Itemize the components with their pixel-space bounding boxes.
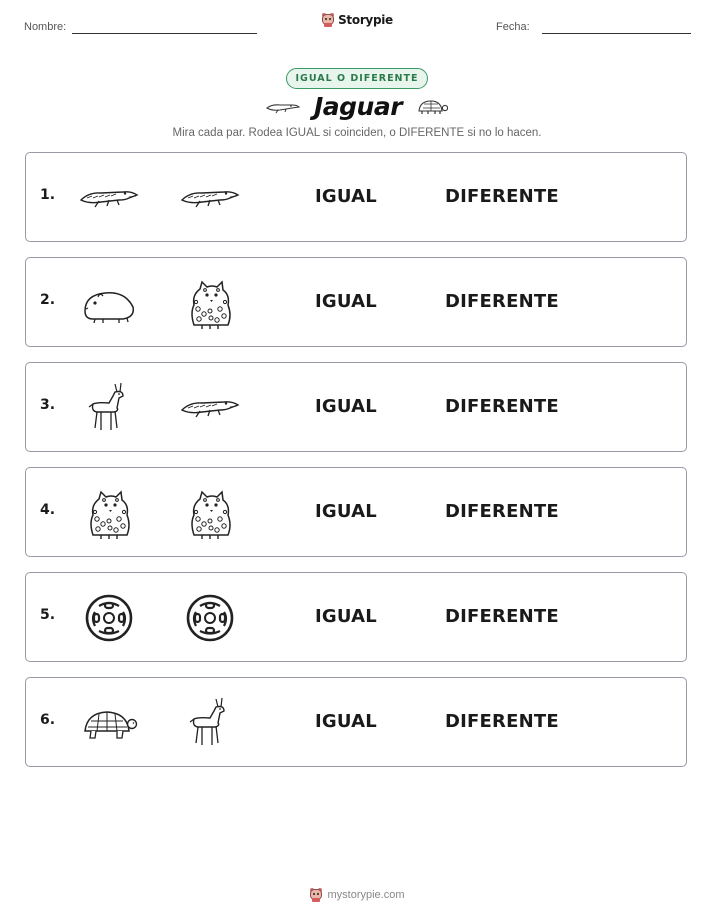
diferente-option[interactable]: DIFERENTE: [445, 501, 559, 522]
jaguar-spot-icon: [79, 588, 139, 648]
page-title: Jaguar: [313, 92, 403, 121]
jaguar-icon: [79, 483, 139, 543]
igual-option[interactable]: IGUAL: [315, 501, 377, 522]
brand-logo: [0, 12, 714, 32]
instructions: Mira cada par. Rodea IGUAL si coinciden, o DIFERENTE si no lo hacen.: [172, 127, 542, 139]
crocodile-icon: [79, 168, 139, 228]
brand-name: Storypie: [338, 13, 393, 27]
diferente-option[interactable]: DIFERENTE: [445, 396, 559, 417]
diferente-option[interactable]: DIFERENTE: [445, 291, 559, 312]
jaguar-icon: [180, 273, 240, 333]
row-number: 4.: [40, 502, 56, 518]
row-number: 1.: [40, 187, 56, 203]
name-label: Nombre:: [24, 21, 67, 33]
pair-row: [25, 677, 687, 767]
row-number: 5.: [40, 607, 56, 623]
diferente-option[interactable]: DIFERENTE: [445, 711, 559, 732]
date-label: Fecha:: [496, 21, 530, 33]
pair-row: [25, 572, 687, 662]
diferente-option[interactable]: DIFERENTE: [445, 186, 559, 207]
crocodile-icon: [266, 99, 300, 115]
jaguar-icon: [180, 483, 240, 543]
igual-option[interactable]: IGUAL: [315, 291, 377, 312]
crocodile-icon: [180, 378, 240, 438]
igual-option[interactable]: IGUAL: [315, 186, 377, 207]
guinea-pig-icon: [79, 273, 139, 333]
pair-row: [25, 467, 687, 557]
gazelle-icon: [180, 693, 240, 753]
name-line[interactable]: [72, 33, 257, 34]
storypie-mascot-icon: [321, 12, 335, 28]
igual-option[interactable]: IGUAL: [315, 606, 377, 627]
row-number: 3.: [40, 397, 56, 413]
diferente-option[interactable]: DIFERENTE: [445, 606, 559, 627]
tortoise-icon: [79, 693, 139, 753]
tortoise-icon: [416, 97, 448, 117]
date-line[interactable]: [542, 33, 691, 34]
storypie-mascot-icon: [309, 887, 323, 903]
crocodile-icon: [180, 168, 240, 228]
footer-url[interactable]: mystorypie.com: [327, 889, 405, 901]
row-number: 2.: [40, 292, 56, 308]
gazelle-icon: [79, 378, 139, 438]
igual-option[interactable]: IGUAL: [315, 396, 377, 417]
igual-option[interactable]: IGUAL: [315, 711, 377, 732]
title-wrap: [0, 92, 714, 121]
pair-row: [25, 362, 687, 452]
pair-row: [25, 152, 687, 242]
badge-wrap: [0, 66, 714, 89]
pair-row: [25, 257, 687, 347]
row-number: 6.: [40, 712, 56, 728]
footer: [0, 887, 714, 907]
worksheet-type-badge: IGUAL O DIFERENTE: [286, 68, 429, 89]
jaguar-spot-icon: [180, 588, 240, 648]
